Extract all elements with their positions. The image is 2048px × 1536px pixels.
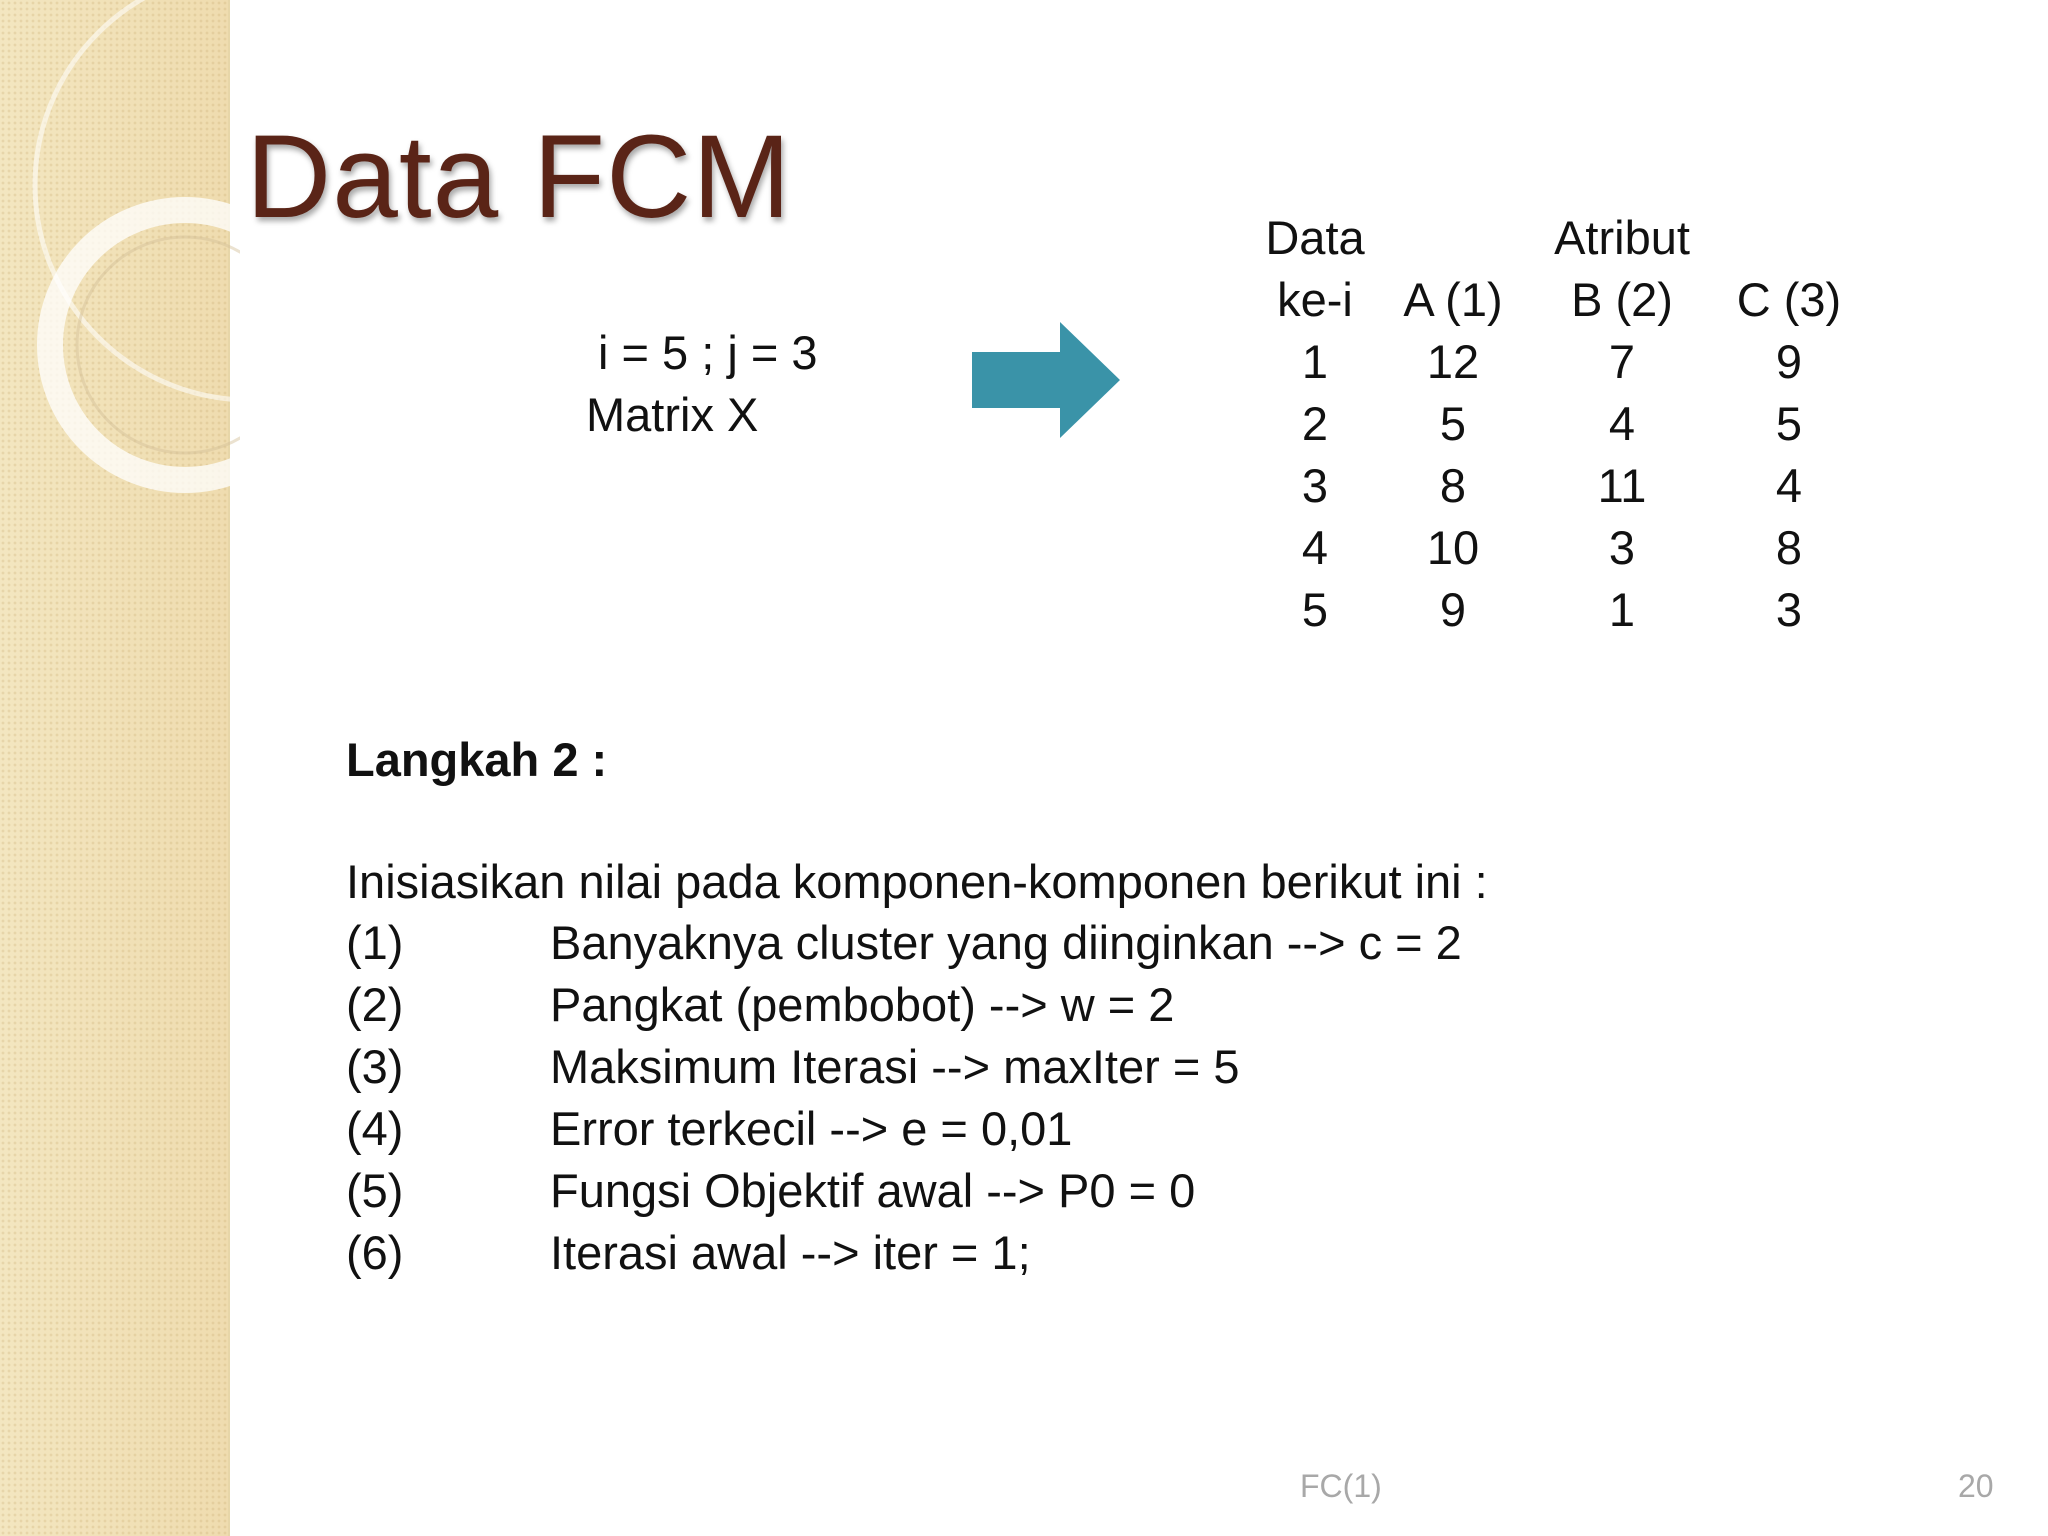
table-cell: 5: [1301, 582, 1329, 636]
matrix-label: Matrix X: [586, 388, 759, 441]
table-cell: 2: [1301, 396, 1329, 450]
table-row: [1262, 454, 1872, 516]
table-cell: 5: [1439, 396, 1467, 450]
matrix-header-row: [1262, 268, 1872, 330]
header-cell: Atribut: [1554, 210, 1690, 264]
table-cell: 9: [1775, 334, 1803, 388]
header-cell: A (1): [1403, 272, 1503, 326]
header-cell: B (2): [1571, 272, 1673, 326]
table-cell: 5: [1775, 396, 1803, 450]
item-text: Pangkat (pembobot) --> w = 2: [550, 978, 1175, 1031]
matrix-header-top-row: [1262, 206, 1872, 268]
table-cell: 11: [1597, 458, 1647, 512]
table-cell: 3: [1775, 582, 1803, 636]
table-cell: 9: [1439, 582, 1467, 636]
table-cell: 1: [1301, 334, 1329, 388]
table-row: [1262, 578, 1872, 640]
table-cell: 3: [1301, 458, 1329, 512]
item-number: (3): [346, 1040, 404, 1093]
decorative-rings: [0, 0, 240, 520]
header-cell: [1706, 206, 1872, 268]
data-matrix-table: [1262, 206, 1872, 640]
header-cell: Data: [1265, 210, 1365, 264]
table-row: [1262, 330, 1872, 392]
item-text: Fungsi Objektif awal --> P0 = 0: [550, 1164, 1196, 1217]
item-number: (6): [346, 1226, 404, 1279]
table-cell: 12: [1426, 334, 1480, 388]
header-cell: ke-i: [1277, 272, 1353, 326]
slide-footer: FC(1): [1300, 1468, 1382, 1504]
item-text: Banyaknya cluster yang diinginkan --> c = 2: [550, 916, 1462, 969]
header-cell: [1368, 206, 1538, 268]
slide-title: Data FCM: [246, 111, 792, 243]
header-cell: C (3): [1736, 272, 1842, 326]
table-row: [1262, 392, 1872, 454]
matrix-parameters: [586, 322, 817, 446]
table-cell: 4: [1608, 396, 1636, 450]
item-text: Maksimum Iterasi --> maxIter = 5: [550, 1040, 1240, 1093]
item-number: (5): [346, 1164, 404, 1217]
table-cell: 7: [1608, 334, 1636, 388]
right-arrow-icon: [972, 322, 1122, 443]
table-cell: 8: [1439, 458, 1467, 512]
table-cell: 1: [1608, 582, 1636, 636]
step-intro: Inisiasikan nilai pada komponen-komponen berikut ini :: [346, 855, 1488, 908]
table-row: [1262, 516, 1872, 578]
item-text: Error terkecil --> e = 0,01: [550, 1102, 1073, 1155]
table-cell: 3: [1608, 520, 1636, 574]
table-cell: 10: [1426, 520, 1480, 574]
table-cell: 4: [1301, 520, 1329, 574]
item-text: Iterasi awal --> iter = 1;: [550, 1226, 1031, 1279]
table-cell: 8: [1775, 520, 1803, 574]
page-number: 20: [1958, 1468, 1994, 1504]
table-cell: 4: [1775, 458, 1803, 512]
item-number: (2): [346, 978, 404, 1031]
step-heading: Langkah 2 :: [346, 733, 608, 786]
dimension-text: i = 5 ; j = 3: [598, 326, 818, 379]
item-number: (1): [346, 916, 404, 969]
item-number: (4): [346, 1102, 404, 1155]
